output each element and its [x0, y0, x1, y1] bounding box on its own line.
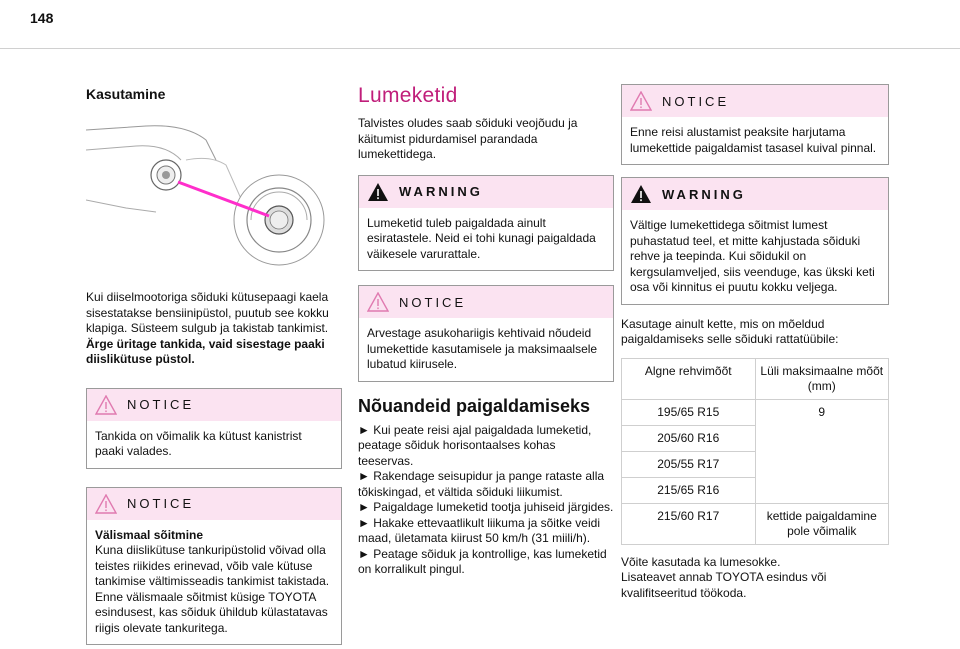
- table-cell-value: 9: [755, 399, 889, 503]
- warning-header: [359, 176, 613, 208]
- warning-triangle-filled-icon: [630, 184, 652, 204]
- notice-label: NOTICE: [662, 93, 730, 109]
- warning-label: WARNING: [399, 184, 483, 199]
- bullet-item: ► Rakendage seisupidur ja pange rataste alla tõkiskingad, et vältida sõiduki liikumist.: [358, 469, 605, 499]
- notice-text: Enne reisi alustamist peaksite harjutama lumekettide paigaldamist tasasel kuival pinnal.: [630, 125, 877, 155]
- warning-box-front-wheels: [358, 175, 614, 272]
- table-cell-size: 205/60 R16: [622, 425, 756, 451]
- notice-label: NOTICE: [399, 294, 467, 310]
- bullet-item: ► Hakake ettevaatlikult liikuma ja sõitke veidi maad, ületamata kiirust 50 km/h (31 miili/h).: [358, 515, 600, 545]
- header-rule: [0, 48, 960, 49]
- warning-box-cleared-road: [621, 177, 889, 305]
- usage-paragraph: Kui diiselmootoriga sõiduki kütusepaagi kaela sisestatakse bensiinipüstol, puutub see kokku klapiga. Süsteem sulgub ja takistab tankimist.: [86, 290, 329, 335]
- table-cell-value: kettide paigaldamine pole võimalik: [755, 503, 889, 544]
- notice-body: [87, 520, 341, 645]
- fuel-filler-illustration: [86, 120, 342, 270]
- column-2: [358, 84, 614, 578]
- warning-triangle-outline-icon: [95, 494, 117, 514]
- table-header-row: [622, 358, 889, 399]
- warning-triangle-outline-icon: [630, 91, 652, 111]
- warning-triangle-outline-icon: [367, 292, 389, 312]
- table-header-cell: Lüli maksimaalne mõõt (mm): [755, 358, 889, 399]
- table-cell-size: 195/65 R15: [622, 399, 756, 425]
- notice-box-abroad: [86, 487, 342, 646]
- notice-box-canister: [86, 388, 342, 469]
- notice-box-regulations: [358, 285, 614, 382]
- notice-label: NOTICE: [127, 397, 195, 412]
- notice-header: [359, 286, 613, 318]
- usage-paragraph-bold: Ärge üritage tankida, vaid sisestage paaki diislikütuse püstol.: [86, 336, 325, 366]
- table-row: [622, 399, 889, 425]
- notice-text: Kuna diislikütuse tankuripüstolid võivad olla teistes riikides erinevad, võib vale kütuse tankimise vältimisseadis tankimist takistada. Enne välismaale sõitmist küsige TOYOTA esindusest, kas sõiduk ühildub külastatavas riigis olevate tankuritega.: [95, 543, 330, 635]
- warning-text: Lumeketid tuleb paigaldada ainult esiratastele. Neid ei tohi kunagi paigaldada väikesele varurattale.: [367, 215, 596, 261]
- notice-header: [622, 85, 888, 117]
- installation-bullets: [358, 423, 614, 578]
- table-header-cell: Algne rehvimõõt: [622, 358, 756, 399]
- bullet-item: ► Paigaldage lumeketid tootja juhiseid järgides.: [358, 500, 614, 514]
- section-heading-kasutamine: Kasutamine: [86, 86, 166, 102]
- notice-header: [87, 389, 341, 421]
- table-cell-size: 205/55 R17: [622, 451, 756, 477]
- warning-triangle-filled-icon: [367, 182, 389, 202]
- table-cell-size: 215/60 R17: [622, 503, 756, 544]
- warning-triangle-outline-icon: [95, 395, 117, 415]
- page-title: Lumeketid: [358, 84, 458, 107]
- fuel-filler-drawing: [86, 120, 342, 270]
- bullet-item: ► Kui peate reisi ajal paigaldada lumeketid, peatage sõiduk horisontaalses kohas teeservas.: [358, 422, 592, 468]
- column-1: [86, 80, 342, 645]
- notice-header: [87, 488, 341, 520]
- column-3: [621, 84, 889, 601]
- notice-label: NOTICE: [127, 496, 195, 511]
- notice-box-practice: [621, 84, 889, 165]
- intro-paragraph: Talvistes oludes saab sõiduki veojõudu ja käitumist pidurdamisel parandada lumekettidega.: [358, 116, 578, 161]
- warning-text: Vältige lumekettidega sõitmist lumest puhastatud teel, et mitte kahjustada sõiduki rehve ja teepinda. Kui sõidukil on kergsulamveljed, siis veenduge, kas ükski keti osa või kinnitus ei puutu kokku veljega.: [630, 218, 875, 294]
- warning-header: [622, 178, 888, 210]
- page-number: 148: [30, 10, 54, 26]
- notice-bold-heading: Välismaal sõitmine: [95, 527, 204, 542]
- notice-text: Arvestage asukohariigis kehtivaid nõudeid lumekettide kasutamisele ja maksimaalsele lubatud kiirusele.: [367, 326, 598, 371]
- bullet-item: ► Peatage sõiduk ja kontrollige, kas lumeketid on korralikult pingul.: [358, 546, 607, 576]
- chain-size-table: [621, 358, 889, 545]
- table-intro: Kasutage ainult kette, mis on mõeldud paigaldamiseks selle sõiduki rattatüübile:: [621, 316, 839, 346]
- warning-label: WARNING: [662, 186, 746, 202]
- table-cell-size: 215/65 R16: [622, 477, 756, 503]
- section-heading-installation: Nõuandeid paigaldamiseks: [358, 395, 591, 416]
- footer-paragraph: Võite kasutada ka lumesokke. Lisateavet annab TOYOTA esindus või kvalifitseeritud töökoda.: [621, 554, 827, 600]
- notice-text: Tankida on võimalik ka kütust kanistrist paaki valades.: [95, 428, 302, 458]
- table-row: [622, 503, 889, 544]
